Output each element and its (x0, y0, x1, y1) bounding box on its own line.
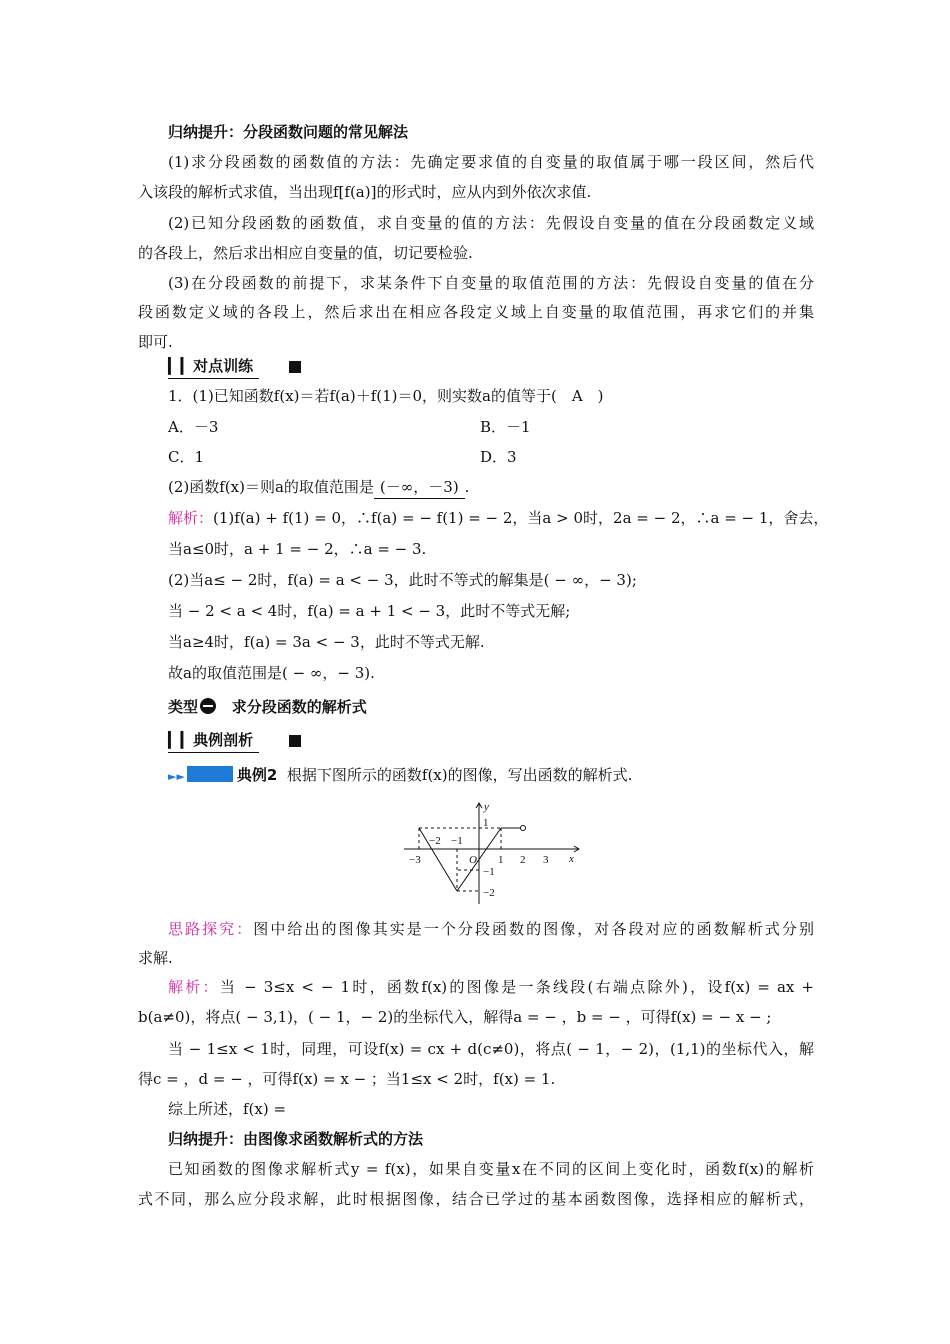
summary-heading: 归纳提升：分段函数问题的常见解法 (168, 123, 409, 141)
example-section-tag (168, 728, 259, 753)
solution-label: 解析： (168, 978, 220, 996)
origin-label: O (469, 854, 477, 866)
summary-paragraph-3-line-3: 即可. (138, 333, 173, 351)
practice-section-tag (168, 354, 259, 379)
question-2-period: . (464, 478, 470, 496)
practice-tag-label: 对点训练 (193, 357, 254, 375)
idea-label: 思路探究： (168, 920, 254, 938)
summary-paragraph-3-line-2: 段函数定义域的各段上，然后求出在相应各段定义域上自变量的取值范围，再求它们的并集 (138, 303, 814, 321)
solution-1-line-2: 当a≤0时，a + 1 = − 2，∴a = − 3. (168, 540, 427, 558)
y-tick-neg1: −1 (483, 866, 495, 878)
idea-line-2: 求解. (138, 949, 173, 967)
x-tick-3: 3 (543, 854, 549, 866)
summary-2-line-2: 式不同，那么应分段求解，此时根据图像，结合已学过的基本函数图像，选择相应的解析式， (138, 1190, 814, 1208)
solution-1-line-5: 当a≥4时，f(a) = 3a < − 3，此时不等式无解. (168, 633, 485, 651)
y-tick-neg2: −2 (483, 887, 495, 899)
solution-2-line-5: 综上所述，f(x) = (168, 1100, 287, 1118)
x-tick-2: 2 (520, 854, 526, 866)
idea-text: 图中给出的图像其实是一个分段函数的图像，对各段对应的函数解析式分别 (253, 920, 814, 938)
solution-1-line-1 (168, 503, 829, 533)
double-arrow-icon: ►► (168, 770, 185, 783)
option-b: B．－1 (480, 418, 531, 436)
type-label: 类型 (168, 698, 199, 716)
function-graph (398, 798, 588, 908)
example-label: 典例2 (236, 766, 278, 784)
section-bars-icon: ▎▎ (168, 357, 194, 375)
question-2-answer: (－∞，－3) (374, 476, 465, 499)
example-tag-label: 典例剖析 (193, 731, 254, 749)
solution-1-line-4: 当 − 2 < a < 4时，f(a) = a + 1 < − 3，此时不等式无解; (168, 602, 571, 620)
type-title: 求分段函数的解析式 (231, 698, 367, 716)
type-2-heading (168, 692, 814, 722)
solution-1-text: (1)f(a) + f(1) = 0，∴f(a) = − f(1) = − 2，当a > 0时，2a = − 2，∴a = − 1，舍去， (213, 509, 829, 527)
summary-paragraph-2-line-2: 的各段上，然后求出相应自变量的值，切记要检验. (138, 244, 473, 262)
summary-paragraph-2-line-1: (2)已知分段函数的函数值，求自变量的值的方法：先假设自变量的值在分段函数定义域 (168, 214, 814, 232)
practice-question-2 (168, 472, 814, 502)
option-c: C．1 (168, 448, 205, 466)
summary-paragraph-1-line-2: 入该段的解析式求值，当出现f[f(a)]的形式时，应从内到外依次求值. (138, 183, 592, 201)
solution-2-text: 当 − 3≤x < − 1时，函数f(x)的图像是一条线段(右端点除外)，设f(x) = ax + (219, 978, 814, 996)
y-axis-label: y (484, 801, 489, 813)
section-end-square-icon (289, 735, 301, 747)
open-endpoint (521, 826, 526, 831)
practice-question-1: 1．(1)已知函数f(x)＝若f(a)＋f(1)＝0，则实数a的值等于( A ) (168, 387, 604, 405)
example-2-prompt (168, 760, 814, 792)
solution-2-line-2: b(a≠0)，将点( − 3,1)，( − 1，− 2)的坐标代入，解得a = − ，b = − ，可得f(x) = − x − ; (138, 1008, 772, 1026)
summary-2-line-1: 已知函数的图像求解析式y = f(x)，如果自变量x在不同的区间上变化时，函数f(x)的解析 (168, 1160, 814, 1178)
summary-2-heading: 归纳提升：由图像求函数解析式的方法 (168, 1130, 424, 1148)
solution-2-line-3: 当 − 1≤x < 1时，同理，可设f(x) = cx + d(c≠0)，将点( − 1，− 2)，(1,1)的坐标代入，解 (168, 1040, 814, 1058)
option-d: D．3 (480, 448, 517, 466)
section-end-square-icon (289, 361, 301, 373)
option-a: A．－3 (168, 418, 219, 436)
y-tick-1: 1 (483, 817, 489, 829)
x-tick-neg3: −3 (409, 854, 421, 866)
example-text: 根据下图所示的函数f(x)的图像，写出函数的解析式. (286, 766, 633, 784)
x-tick-neg1: −1 (451, 835, 463, 847)
question-2-text: (2)函数f(x)＝则a的取值范围是 (168, 478, 374, 496)
solution-1-line-6: 故a的取值范围是( − ∞，− 3). (168, 664, 375, 682)
solution-2-line-4: 得c = ，d = − ，可得f(x) = x − ；当1≤x < 2时，f(x) = 1. (138, 1070, 556, 1088)
type-number-icon (200, 698, 216, 714)
summary-paragraph-3-line-1: (3)在分段函数的前提下，求某条件下自变量的取值范围的方法：先假设自变量的值在分 (168, 274, 814, 292)
section-bars-icon: ▎▎ (168, 731, 194, 749)
solution-2-line-1 (168, 972, 814, 1002)
x-axis-label: x (569, 853, 574, 865)
example-badge-icon (187, 766, 233, 782)
solution-1-line-3: (2)当a≤ − 2时，f(a) = a < − 3，此时不等式的解集是( − ∞，− 3); (168, 571, 637, 589)
solution-label: 解析： (168, 509, 214, 527)
idea-line-1 (168, 914, 814, 944)
summary-paragraph-1-line-1: (1)求分段函数的函数值的方法：先确定要求值的自变量的取值属于哪一段区间，然后代 (168, 153, 814, 171)
x-tick-1: 1 (498, 854, 504, 866)
x-tick-neg2: −2 (429, 835, 441, 847)
